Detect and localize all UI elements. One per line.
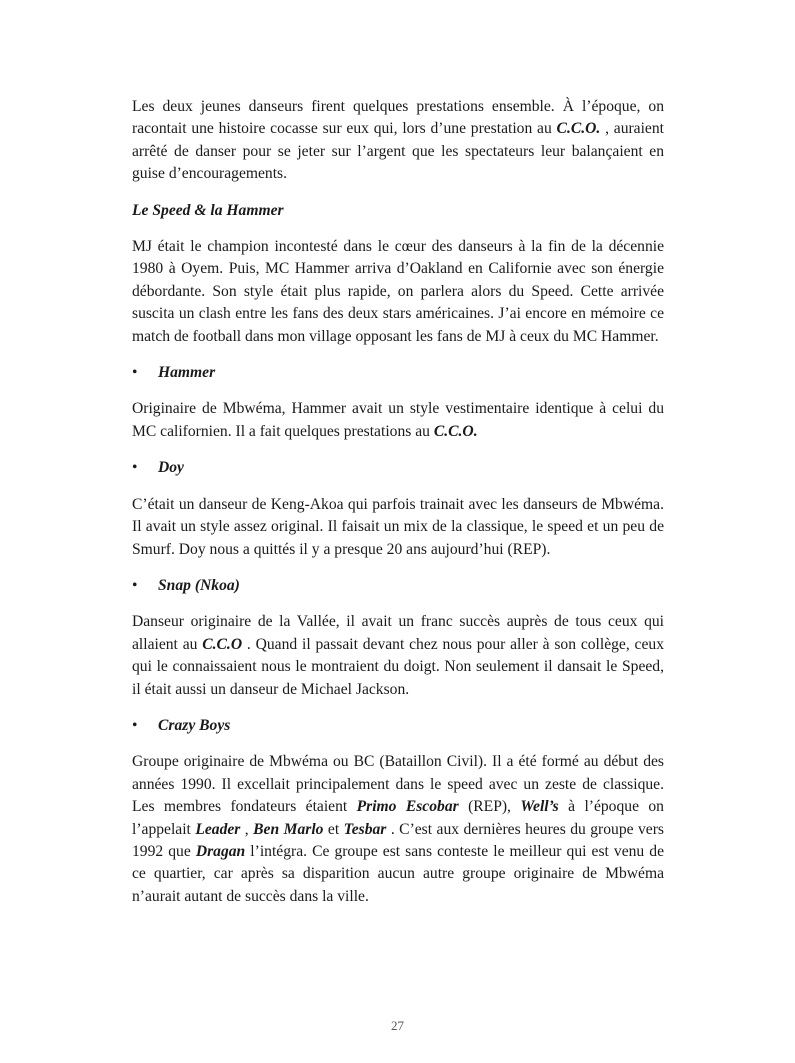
bullet-item-hammer (132, 362, 664, 384)
emphasis-cco: C.C.O. (433, 422, 478, 440)
text-run: et (323, 820, 344, 838)
text-run: , auraient arrêté de danser pour se jeter sur l’argent que les spectateurs leur balançaient en guise d’encouragements. (132, 120, 664, 183)
bullet-label: Hammer (158, 364, 216, 382)
emphasis-name: Ben Marlo (253, 820, 324, 838)
emphasis-name: Leader (195, 820, 241, 838)
text-run: , (240, 820, 254, 838)
paragraph-speed: MJ était le champion incontesté dans le cœur des danseurs à la fin de la décennie 1980 à Oyem. Puis, MC Hammer arriva d’Oakland en Californie avec son énergie débordante. Son style était plus rapide, on parlera alors du Speed. Cette arrivée suscita un clash entre les fans des deux stars américaines. J’ai encore en mémoire ce match de football dans mon village opposant les fans de MJ à ceux du MC Hammer. (132, 238, 664, 345)
bullet-icon: • (132, 716, 138, 734)
text-run: (REP), (458, 798, 521, 816)
text-column (132, 96, 664, 922)
text-run: . Quand il passait devant chez nous pour aller à son collège, ceux qui le connaissaient nous le montraient du doigt. Non seulement il dansait le Speed, il était aussi un danseur de Michael Jackson. (132, 635, 664, 698)
page-number: 27 (391, 1018, 404, 1033)
paragraph-snap (132, 611, 664, 701)
text-run: Danseur originaire de la Vallée, il avait un franc succès auprès de tous ceux qui allaient au (132, 613, 664, 653)
bullet-item-doy (132, 457, 664, 479)
text-run: Les deux jeunes danseurs firent quelques prestations ensemble. À l’époque, on racontait une histoire cocasse sur eux qui, lors d’une prestation au (132, 98, 664, 138)
emphasis-name: Tesbar (343, 820, 387, 838)
emphasis-cco: C.C.O (202, 635, 243, 653)
emphasis-name: Primo Escobar (356, 798, 459, 816)
paragraph-hammer (132, 398, 664, 443)
text-run: l’intégra. Ce groupe est sans conteste le meilleur qui est venu de ce quartier, car après sa disparition aucun autre groupe originaire de Mbwéma n’aurait autant de succès dans la ville. (132, 842, 665, 905)
text-run: à l’époque on l’appelait (132, 798, 664, 838)
paragraph-intro (132, 96, 664, 186)
emphasis-cco: C.C.O. (556, 120, 601, 138)
bullet-icon: • (132, 364, 138, 382)
text-run: Groupe originaire de Mbwéma ou BC (Bataillon Civil). Il a été formé au début des années 1990. Il excellait principalement dans le speed avec un zeste de classique. Les membres fondateurs étaient (132, 753, 664, 816)
bullet-label: Snap (Nkoa) (158, 576, 240, 594)
bullet-item-crazy-boys (132, 715, 664, 737)
text-run: . C’est aux dernières heures du groupe vers 1992 que (132, 820, 664, 860)
bullet-item-snap (132, 575, 664, 597)
emphasis-name: Dragan (195, 842, 246, 860)
text-run: Originaire de Mbwéma, Hammer avait un style vestimentaire identique à celui du MC californien. Il a fait quelques prestations au (132, 400, 664, 440)
bullet-label: Crazy Boys (158, 716, 231, 734)
paragraph-doy: C’était un danseur de Keng-Akoa qui parfois trainait avec les danseurs de Mbwéma. Il avait un style assez original. Il faisait un mix de la classique, le speed et un peu de Smurf. Doy nous a quittés il y a presque 20 ans aujourd’hui (REP). (132, 495, 664, 558)
section-heading-speed: Le Speed & la Hammer (132, 201, 284, 219)
bullet-icon: • (132, 459, 138, 477)
bullet-label: Doy (158, 459, 184, 477)
bullet-icon: • (132, 576, 138, 594)
paragraph-crazy-boys (132, 751, 664, 908)
emphasis-name: Well’s (520, 798, 559, 816)
